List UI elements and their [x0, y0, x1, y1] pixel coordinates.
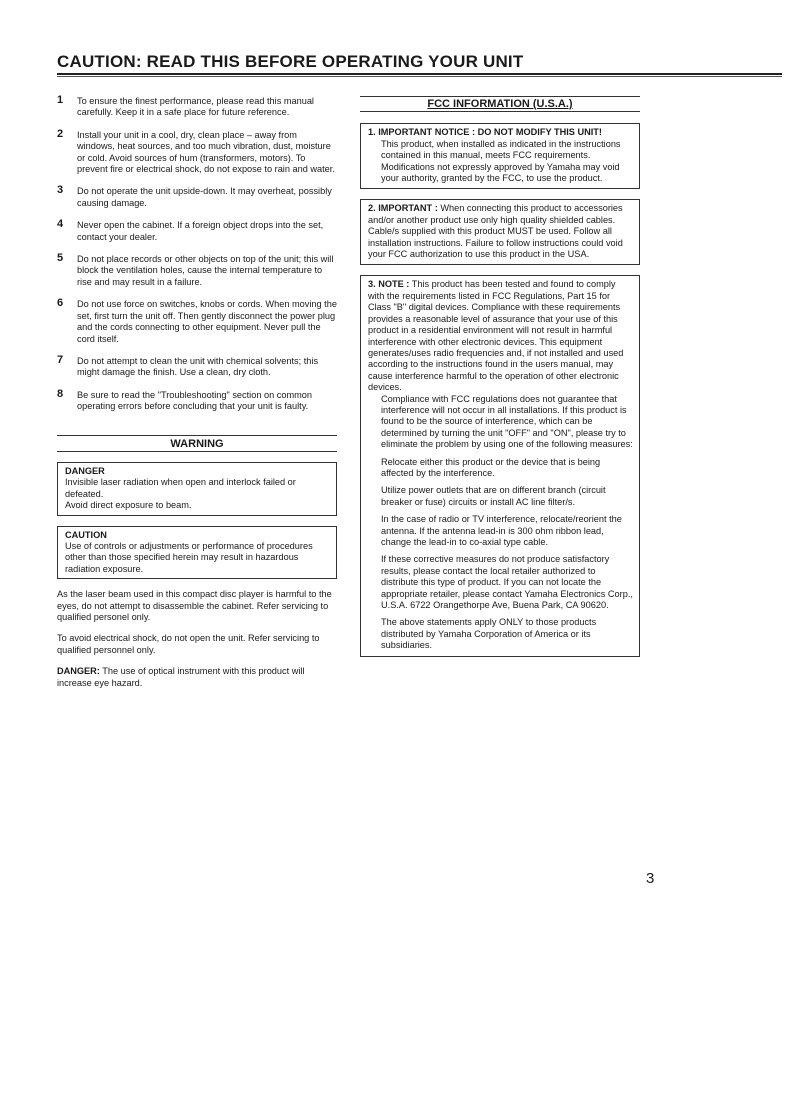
item-number: 2: [57, 127, 64, 140]
item-text: Install your unit in a cool, dry, clean place – away from windows, heat sources, and too much vibration, dust, moisture or cold. Avoid sources of hum (transformers, motors). To prevent fire or electrical shock, do not expose to rain and water.: [77, 129, 335, 175]
precaution-item: [57, 127, 337, 176]
caution-box-title: CAUTION: [65, 529, 107, 540]
fcc-notice-3: [360, 275, 640, 656]
optical-danger-lead: DANGER:: [57, 666, 100, 677]
fcc-notice-2-text: When connecting this product to accessories and/or another product use only high quality shielded cables. Cable/s supplied with this product MUST be used. Follow all installation instructions. Failure to follow instructions could void your FCC authorization to use this product in the USA.: [368, 203, 623, 260]
laser-paragraph: As the laser beam used in this compact disc player is harmful to the eyes, do not attempt to disassemble the cabinet. Refer servicing to qualified personel only.: [57, 589, 332, 622]
caution-box: [57, 526, 337, 580]
item-number: 3: [57, 184, 64, 197]
fcc-notice-3-lead: 3. NOTE :: [368, 279, 410, 290]
danger-box-line1: Invisible laser radiation when open and interlock failed or defeated.: [65, 477, 296, 499]
item-text: Do not attempt to clean the unit with chemical solvents; this might damage the finish. Use a clean, dry cloth.: [77, 355, 319, 378]
caution-box-text: Use of controls or adjustments or performance of procedures other than those specified herein may result in hazardous radiation exposure.: [65, 540, 313, 574]
precautions-list: [57, 96, 337, 413]
item-text: Never open the cabinet. If a foreign object drops into the set, contact your dealer.: [77, 220, 324, 242]
fcc-notice-3-body: [368, 279, 633, 393]
title-rule: [57, 73, 782, 75]
fcc-notice-2-lead: 2. IMPORTANT :: [368, 203, 438, 214]
item-number: 1: [57, 94, 64, 106]
item-text: Do not use force on switches, knobs or cords. When moving the set, first turn the unit off. Then gently disconnect the power plug and the cords connecting to other equipment. Never pull the cord itself.: [77, 299, 337, 344]
fcc-measure-relocate: Relocate either this product or the device that is being affected by the interference.: [381, 456, 601, 478]
fcc-statement-scope: The above statements apply ONLY to those products distributed by Yamaha Corporation of America or its subsidiaries.: [381, 617, 597, 651]
precaution-item: [57, 220, 337, 243]
item-text: Do not operate the unit upside-down. It may overheat, possibly causing damage.: [77, 186, 332, 208]
fcc-notice-3-compliance: Compliance with FCC regulations does not guarantee that interference will not occur in all installations. If this product is found to be the source of interference, which can be determined by turning the unit "OFF" and "ON", please try to eliminate the problem by using one of the following measures:: [381, 393, 633, 450]
precaution-item: [57, 186, 337, 209]
danger-box-line2: Avoid direct exposure to beam.: [65, 500, 192, 511]
fcc-notice-1-text: This product, when installed as indicated in the instructions contained in this manual, meets FCC requirements. Modifications not expressly approved by Yamaha may void your authority, granted by the FCC, to use the product.: [381, 138, 621, 184]
item-number: 5: [57, 252, 64, 265]
danger-box: [57, 462, 337, 516]
fcc-notice-3-text: This product has been tested and found to comply with the requirements listed in FCC Regulations, Part 15 for Class "B" digital devices. Compliance with these requirements provides a reasonable level of assurance that your use of this product in a residential environment will not result in harmful interference with other electronic devices. This equipment generates/uses radio frequencies and, if not installed and used according to the instructions found in the users manual, may cause interference harmful to the operation of other electronic devices.: [368, 279, 624, 393]
fcc-heading-text: FCC INFORMATION (U.S.A.): [427, 98, 573, 110]
item-text: To ensure the finest performance, please read this manual carefully. Keep it in a safe place for future reference.: [77, 96, 314, 118]
fcc-heading: [360, 96, 640, 112]
fcc-notice-1-title: 1. IMPORTANT NOTICE : DO NOT MODIFY THIS UNIT!: [368, 127, 602, 138]
left-column: [57, 96, 337, 699]
item-number: 6: [57, 297, 64, 310]
precaution-item: [57, 299, 337, 345]
shock-paragraph: To avoid electrical shock, do not open the unit. Refer servicing to qualified personnel only.: [57, 633, 320, 655]
item-number: 4: [57, 218, 64, 231]
fcc-notice-2-body: [368, 203, 633, 260]
item-number: 8: [57, 387, 64, 400]
fcc-measure-antenna: In the case of radio or TV interference, relocate/reorient the antenna. If the antenna lead-in is 300 ohm ribbon lead, change the lead-in to co-axial type cable.: [381, 514, 622, 547]
item-text: Be sure to read the "Troubleshooting" section on common operating errors before concluding that your unit is faulty.: [77, 389, 312, 412]
item-text: Do not place records or other objects on top of the unit; this will block the ventilation holes, cause the internal temperature to rise and may result in a failure.: [77, 254, 334, 287]
page-title: CAUTION: READ THIS BEFORE OPERATING YOUR UNIT: [57, 52, 524, 71]
item-number: 7: [57, 353, 64, 366]
precaution-item: [57, 387, 337, 413]
fcc-notice-1: [360, 123, 640, 189]
fcc-measure-contact: If these corrective measures do not produce satisfactory results, please contact the local retailer authorized to distribute this type of product. If you can not locate the appropriate retailer, please contact Yamaha Electronics Corp., U.S.A. 6722 Orangethorpe Ave, Buena Park, CA 90620.: [381, 554, 633, 611]
title-rule-thin: [57, 76, 782, 77]
fcc-measure-outlets: Utilize power outlets that are on different branch (circuit breaker or fuse) circuits or install AC line filter/s.: [381, 485, 606, 507]
right-column: [360, 96, 640, 667]
precaution-item: [57, 96, 337, 119]
page-number: 3: [646, 870, 655, 887]
precaution-item: [57, 353, 337, 379]
precaution-item: [57, 254, 337, 288]
optical-danger-paragraph: [57, 666, 337, 689]
warning-heading: WARNING: [57, 435, 337, 452]
danger-box-title: DANGER: [65, 465, 105, 476]
fcc-notice-2: [360, 199, 640, 265]
optical-danger-text: The use of optical instrument with this product will increase eye hazard.: [57, 666, 305, 688]
